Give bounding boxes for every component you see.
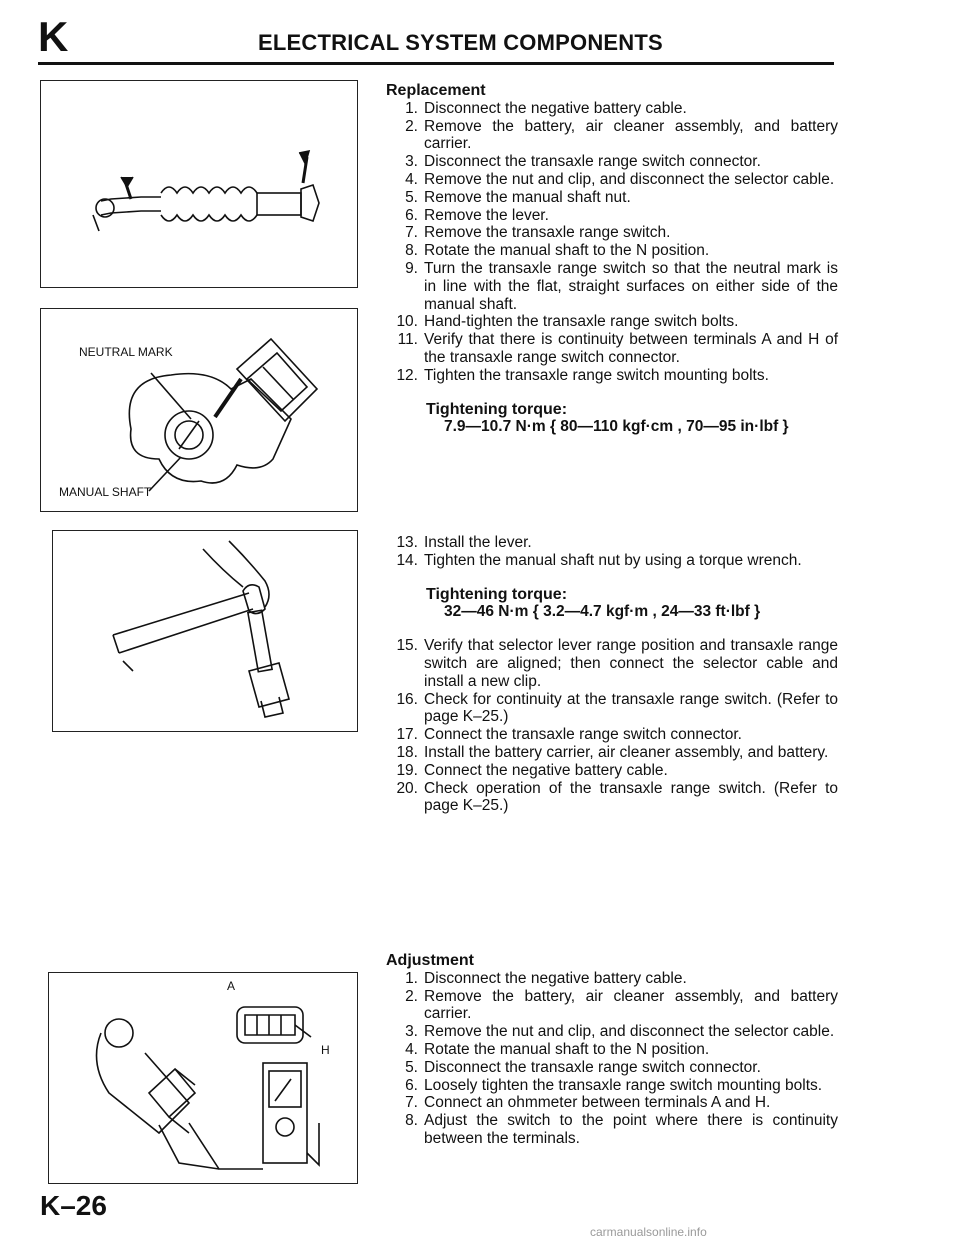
step-number: 14. [396, 551, 418, 569]
step-number: 4. [405, 170, 418, 188]
torque-spec-2 [426, 586, 838, 622]
step-number: 18. [396, 743, 418, 761]
step-item [386, 1041, 838, 1059]
step-number: 1. [405, 99, 418, 117]
step-text: Hand-tighten the transaxle range switch bolts. [424, 313, 739, 331]
step-text: Turn the transaxle range switch so that the neutral mark is in line with the flat, straight surfaces on either side of the manual shaft. [424, 259, 838, 313]
page-number: K–26 [40, 1190, 107, 1221]
step-item [386, 744, 838, 762]
step-item [386, 367, 838, 385]
step-number: 8. [405, 1112, 418, 1130]
step-text: Install the battery carrier, air cleaner assembly, and battery. [424, 743, 829, 761]
step-number: 3. [405, 1023, 418, 1041]
terminal-h-label: H [321, 1043, 330, 1057]
step-number: 1. [405, 969, 418, 987]
step-text: Remove the nut and clip, and disconnect the selector cable. [424, 170, 835, 188]
selector-cable-illustration [41, 81, 357, 287]
replacement-steps-part1 [386, 100, 838, 385]
manual-shaft-label: MANUAL SHAFT [59, 485, 152, 499]
step-text: Remove the manual shaft nut. [424, 188, 631, 206]
replacement-heading: Replacement [386, 82, 486, 99]
figure-selector-cable [40, 80, 358, 288]
step-text: Disconnect the transaxle range switch connector. [424, 153, 761, 171]
step-number: 10. [396, 313, 418, 331]
step-text: Disconnect the transaxle range switch connector. [424, 1058, 761, 1076]
step-text: Tighten the manual shaft nut by using a torque wrench. [424, 551, 802, 569]
step-text: Connect an ohmmeter between terminals A and H. [424, 1094, 771, 1112]
step-item [386, 189, 838, 207]
torque-spec-1 [426, 401, 838, 437]
step-text: Check operation of the transaxle range switch. (Refer to page K–25.) [424, 779, 838, 815]
step-number: 7. [405, 1094, 418, 1112]
step-item [386, 313, 838, 331]
step-number: 5. [405, 188, 418, 206]
step-item [386, 1094, 838, 1112]
step-number: 6. [405, 206, 418, 224]
step-item [386, 970, 838, 988]
step-number: 9. [405, 259, 418, 277]
terminal-a-label: A [227, 979, 236, 993]
step-number: 16. [396, 690, 418, 708]
torque-wrench-illustration [53, 531, 357, 731]
step-text: Verify that selector lever range position and transaxle range switch are aligned; then connect the selector cable and install a new clip. [424, 637, 838, 690]
adjustment-heading: Adjustment [386, 952, 474, 969]
replacement-steps-part2 [386, 534, 838, 570]
step-item [386, 153, 838, 171]
step-text: Connect the transaxle range switch connector. [424, 726, 742, 744]
step-text: Adjust the switch to the point where there is continuity between the terminals. [424, 1112, 838, 1147]
step-number: 5. [405, 1058, 418, 1076]
step-text: Disconnect the negative battery cable. [424, 99, 687, 117]
step-item [386, 118, 838, 154]
step-number: 4. [405, 1040, 418, 1058]
step-text: Check for continuity at the transaxle range switch. (Refer to page K–25.) [424, 690, 838, 726]
torque-label: Tightening torque: [426, 400, 568, 418]
step-item [386, 637, 838, 690]
step-number: 2. [405, 117, 418, 135]
page-title: ELECTRICAL SYSTEM COMPONENTS [258, 30, 663, 55]
adjustment-steps [386, 970, 838, 1148]
step-text: Verify that there is continuity between terminals A and H of the transaxle range switch connector. [424, 331, 838, 366]
step-item [386, 726, 838, 744]
step-number: 6. [405, 1076, 418, 1094]
step-number: 8. [405, 242, 418, 260]
step-item [386, 762, 838, 780]
torque-label: Tightening torque: [426, 585, 568, 603]
step-item [386, 1077, 838, 1095]
step-item [386, 171, 838, 189]
step-text: Remove the battery, air cleaner assembly, and battery carrier. [424, 117, 838, 153]
step-text: Connect the negative battery cable. [424, 761, 668, 779]
step-text: Disconnect the negative battery cable. [424, 969, 687, 987]
neutral-mark-label: NEUTRAL MARK [79, 345, 173, 359]
step-text: Remove the transaxle range switch. [424, 224, 671, 242]
replacement-section [386, 82, 838, 452]
step-number: 11. [397, 331, 418, 349]
step-number: 13. [396, 534, 418, 551]
ohmmeter-continuity-illustration [49, 973, 357, 1183]
figure-ohmmeter-check [48, 972, 358, 1184]
replacement-steps-part3 [386, 637, 838, 815]
replacement-section-continued [386, 534, 838, 815]
step-item [386, 988, 838, 1024]
step-text: Remove the battery, air cleaner assembly, and battery carrier. [424, 987, 838, 1023]
step-text: Install the lever. [424, 534, 532, 551]
step-item [386, 1112, 838, 1148]
step-number: 12. [396, 366, 418, 384]
header-rule [38, 62, 834, 65]
step-number: 7. [405, 224, 418, 242]
step-item [386, 331, 838, 367]
step-number: 3. [405, 153, 418, 171]
torque-value: 7.9—10.7 N·m { 80—110 kgf·cm , 70—95 in·lbf } [444, 418, 789, 436]
step-text: Tighten the transaxle range switch mounting bolts. [424, 366, 769, 384]
step-item [386, 552, 838, 570]
step-number: 15. [396, 637, 418, 655]
step-item [386, 691, 838, 727]
step-text: Remove the lever. [424, 206, 549, 224]
section-letter: K [38, 13, 69, 60]
step-text: Remove the nut and clip, and disconnect the selector cable. [424, 1023, 835, 1041]
step-number: 17. [396, 726, 418, 744]
step-item [386, 1059, 838, 1077]
step-item [386, 242, 838, 260]
step-number: 20. [396, 779, 418, 797]
step-text: Loosely tighten the transaxle range switch mounting bolts. [424, 1076, 823, 1094]
step-text: Rotate the manual shaft to the N position. [424, 1040, 710, 1058]
step-item [386, 100, 838, 118]
torque-value: 32—46 N·m { 3.2—4.7 kgf·m , 24—33 ft·lbf } [444, 603, 761, 621]
step-item [386, 780, 838, 816]
step-text: Rotate the manual shaft to the N position. [424, 242, 710, 260]
step-item [386, 1023, 838, 1041]
step-item [386, 224, 838, 242]
step-item [386, 534, 838, 552]
step-item [386, 207, 838, 225]
transaxle-range-switch-illustration [41, 309, 357, 511]
figure-neutral-mark [40, 308, 358, 512]
step-item [386, 260, 838, 313]
step-number: 19. [396, 761, 418, 779]
adjustment-section [386, 952, 838, 1148]
watermark: carmanualsonline.info [590, 1225, 707, 1239]
figure-torque-wrench [52, 530, 358, 732]
step-number: 2. [405, 987, 418, 1005]
